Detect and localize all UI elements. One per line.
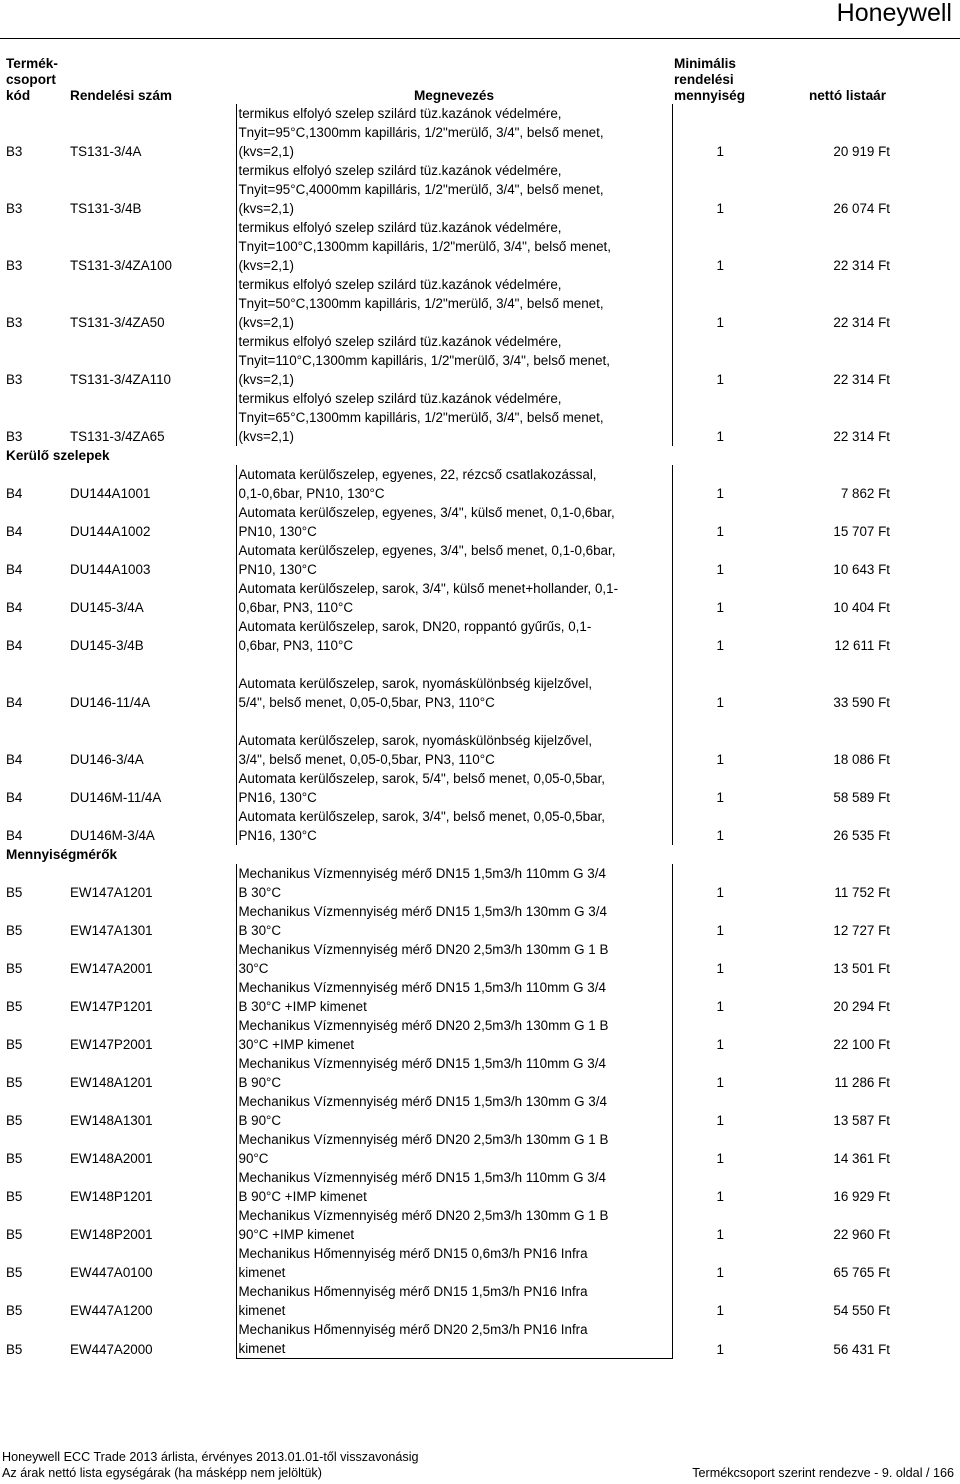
description-cell (236, 712, 672, 769)
min-qty-cell: 1 (716, 372, 724, 387)
table-row (4, 712, 892, 769)
description-line: 90°C +IMP kimenet (238, 1227, 355, 1242)
table-row (4, 1168, 892, 1206)
price-cell: 56 431 Ft (833, 1341, 890, 1357)
description-line: Tnyit=50°C,1300mm kapilláris, 1/2"merülő, 3/4", belső menet, (238, 296, 604, 311)
group-code-cell: B5 (6, 1227, 23, 1242)
table-row (4, 1092, 892, 1130)
description-cell (236, 1130, 672, 1168)
description-line: B 90°C +IMP kimenet (238, 1189, 367, 1204)
description-cell (236, 1320, 672, 1359)
price-list-table (4, 56, 892, 1359)
group-code-cell: B4 (6, 790, 23, 805)
description-line: 30°C (238, 961, 269, 976)
description-line: PN16, 130°C (238, 790, 317, 805)
description-line: 5/4", belső menet, 0,05-0,5bar, PN3, 110°C (238, 695, 495, 710)
description-line (239, 655, 670, 674)
min-qty-cell: 1 (716, 562, 724, 577)
description-line: PN10, 130°C (238, 562, 317, 577)
min-qty-cell: 1 (716, 999, 724, 1014)
min-qty-cell: 1 (716, 885, 724, 900)
price-cell: 65 765 Ft (833, 1265, 890, 1280)
price-cell: 12 611 Ft (834, 638, 890, 653)
table-row (4, 218, 892, 275)
group-code-cell: B3 (6, 258, 23, 273)
order-number-cell: EW447A1200 (70, 1303, 153, 1318)
description-line: 0,6bar, PN3, 110°C (238, 638, 354, 653)
group-code-header-line: csoport (6, 72, 56, 87)
description-line: termikus elfolyó szelep szilárd tüz.kazánok védelmére, (238, 391, 562, 406)
group-code-cell: B3 (6, 144, 23, 159)
footer-validity: Honeywell ECC Trade 2013 árlista, érvényes 2013.01.01-től visszavonásig (2, 1450, 419, 1464)
category-heading: Kerülő szelepek (6, 448, 110, 463)
description-cell (236, 1092, 672, 1130)
description-line: termikus elfolyó szelep szilárd tüz.kazánok védelmére, (238, 163, 562, 178)
group-code-cell: B5 (6, 1341, 23, 1357)
description-cell (236, 332, 672, 389)
description-line: B 30°C +IMP kimenet (238, 999, 367, 1014)
group-code-cell: B5 (6, 1113, 23, 1128)
price-cell: 11 286 Ft (834, 1075, 890, 1090)
description-line: Tnyit=100°C,1300mm kapilláris, 1/2"merülő, 3/4", belső menet, (238, 239, 611, 254)
table-row (4, 655, 892, 712)
group-code-cell: B5 (6, 1265, 23, 1280)
description-line: Mechanikus Vízmennyiség mérő DN15 1,5m3/h 110mm G 3/4 (238, 1170, 606, 1185)
order-number-cell: TS131-3/4ZA100 (70, 258, 172, 273)
min-qty-cell: 1 (716, 1303, 724, 1318)
description-line: termikus elfolyó szelep szilárd tüz.kazánok védelmére, (238, 106, 562, 121)
group-code-cell: B4 (6, 486, 23, 501)
description-line: (kvs=2,1) (238, 429, 294, 444)
description-cell (236, 617, 672, 655)
order-number-cell: TS131-3/4A (70, 144, 142, 159)
order-number-cell: EW147A1301 (70, 923, 153, 938)
price-cell: 15 707 Ft (833, 524, 890, 539)
order-number-cell: EW147P2001 (70, 1037, 153, 1052)
price-cell: 54 550 Ft (833, 1303, 890, 1318)
description-cell (236, 1244, 672, 1282)
column-header-min-qty (672, 56, 768, 104)
category-heading-row (4, 845, 892, 864)
group-code-cell: B5 (6, 999, 23, 1014)
table-row (4, 1016, 892, 1054)
description-line: termikus elfolyó szelep szilárd tüz.kazánok védelmére, (238, 277, 562, 292)
description-line: Automata kerülőszelep, sarok, DN20, roppantó gyűrűs, 0,1- (238, 619, 592, 634)
description-cell (236, 807, 672, 845)
column-header-description: Megnevezés (413, 88, 495, 103)
table-row (4, 807, 892, 845)
order-number-cell: EW447A0100 (70, 1265, 153, 1280)
description-cell (236, 275, 672, 332)
table-row (4, 1130, 892, 1168)
group-code-cell: B5 (6, 1151, 23, 1166)
min-qty-cell: 1 (716, 315, 724, 330)
group-code-cell: B5 (6, 961, 23, 976)
description-line: kimenet (238, 1265, 286, 1280)
price-cell: 10 404 Ft (833, 600, 890, 615)
min-qty-cell: 1 (716, 1227, 724, 1242)
min-qty-cell: 1 (716, 144, 724, 159)
table-row (4, 465, 892, 503)
table-row (4, 541, 892, 579)
table-row (4, 940, 892, 978)
table-row (4, 161, 892, 218)
description-line: Mechanikus Vízmennyiség mérő DN15 1,5m3/h 110mm G 3/4 (238, 980, 606, 995)
description-cell (236, 864, 672, 902)
description-line: (kvs=2,1) (238, 201, 294, 216)
min-qty-cell: 1 (716, 695, 724, 710)
min-qty-header-line: rendelési (674, 72, 734, 87)
description-cell (236, 1282, 672, 1320)
min-qty-cell: 1 (716, 429, 724, 444)
order-number-cell: DU144A1003 (70, 562, 151, 577)
min-qty-cell: 1 (716, 923, 724, 938)
order-number-cell: TS131-3/4B (70, 201, 142, 216)
table-body (4, 104, 892, 1359)
price-cell: 22 100 Ft (833, 1037, 890, 1052)
price-cell: 22 314 Ft (833, 258, 890, 273)
min-qty-cell: 1 (716, 1075, 724, 1090)
order-number-cell: EW148P2001 (70, 1227, 153, 1242)
description-cell (236, 104, 672, 161)
description-line: Automata kerülőszelep, sarok, nyomáskülönbség kijelzővel, (238, 733, 593, 748)
description-cell (236, 465, 672, 503)
min-qty-cell: 1 (716, 1341, 724, 1357)
description-cell (236, 902, 672, 940)
footer-page-number: Termékcsoport szerint rendezve - 9. oldal / 166 (692, 1466, 954, 1480)
price-cell: 22 314 Ft (833, 372, 890, 387)
min-qty-cell: 1 (716, 524, 724, 539)
table-row (4, 1282, 892, 1320)
order-number-cell: EW147A2001 (70, 961, 153, 976)
min-qty-cell: 1 (716, 828, 724, 843)
min-qty-cell: 1 (716, 1265, 724, 1280)
table-row (4, 1206, 892, 1244)
group-code-header-line: Termék- (6, 56, 58, 71)
order-number-cell: DU146-11/4A (70, 695, 151, 710)
group-code-cell: B3 (6, 429, 23, 444)
min-qty-cell: 1 (716, 1113, 724, 1128)
table-row (4, 503, 892, 541)
description-cell (236, 1016, 672, 1054)
price-cell: 7 862 Ft (840, 486, 890, 501)
description-cell (236, 389, 672, 446)
price-cell: 26 074 Ft (833, 201, 890, 216)
price-cell: 11 752 Ft (834, 885, 890, 900)
description-line: PN10, 130°C (238, 524, 317, 539)
min-qty-header-line: mennyiség (674, 88, 746, 103)
order-number-cell: EW148A1201 (70, 1075, 153, 1090)
header-divider (0, 38, 960, 39)
description-line: Mechanikus Vízmennyiség mérő DN15 1,5m3/h 130mm G 3/4 (238, 904, 607, 919)
description-line: Mechanikus Vízmennyiség mérő DN15 1,5m3/h 110mm G 3/4 (238, 866, 606, 881)
description-line: Mechanikus Hőmennyiség mérő DN15 0,6m3/h PN16 Infra (238, 1246, 588, 1261)
price-cell: 33 590 Ft (833, 695, 890, 710)
description-line: Mechanikus Vízmennyiség mérő DN20 2,5m3/h 130mm G 1 B (238, 1208, 609, 1223)
price-cell: 20 919 Ft (833, 144, 890, 159)
description-line: kimenet (238, 1303, 286, 1318)
description-line (239, 712, 670, 731)
description-line: B 90°C (238, 1113, 282, 1128)
group-code-header-line: kód (6, 88, 31, 103)
table-row (4, 332, 892, 389)
description-line: Automata kerülőszelep, egyenes, 3/4", belső menet, 0,1-0,6bar, (238, 543, 616, 558)
description-line: 90°C (238, 1151, 269, 1166)
order-number-cell: DU146M-11/4A (70, 790, 162, 805)
price-cell: 10 643 Ft (833, 562, 890, 577)
description-cell (236, 1168, 672, 1206)
description-line: (kvs=2,1) (238, 144, 294, 159)
group-code-cell: B3 (6, 315, 23, 330)
table-row (4, 769, 892, 807)
table-row (4, 275, 892, 332)
group-code-cell: B5 (6, 1303, 23, 1318)
description-line: Mechanikus Vízmennyiség mérő DN20 2,5m3/h 130mm G 1 B (238, 1018, 609, 1033)
min-qty-cell: 1 (716, 790, 724, 805)
order-number-cell: TS131-3/4ZA110 (70, 372, 171, 387)
price-cell: 16 929 Ft (833, 1189, 890, 1204)
table-header (4, 56, 892, 104)
table-row (4, 1320, 892, 1359)
price-cell: 14 361 Ft (833, 1151, 890, 1166)
description-cell (236, 218, 672, 275)
description-cell (236, 579, 672, 617)
description-cell (236, 978, 672, 1016)
min-qty-cell: 1 (716, 1037, 724, 1052)
order-number-cell: DU145-3/4A (70, 600, 144, 615)
column-header-group-code (4, 56, 68, 104)
group-code-cell: B4 (6, 524, 23, 539)
order-number-cell: EW148A1301 (70, 1113, 153, 1128)
min-qty-cell: 1 (716, 258, 724, 273)
min-qty-cell: 1 (716, 961, 724, 976)
group-code-cell: B4 (6, 828, 23, 843)
min-qty-cell: 1 (716, 600, 724, 615)
order-number-cell: DU146M-3/4A (70, 828, 155, 843)
group-code-cell: B4 (6, 695, 23, 710)
group-code-cell: B3 (6, 201, 23, 216)
description-line: 0,1-0,6bar, PN10, 130°C (238, 486, 385, 501)
description-line: Mechanikus Vízmennyiség mérő DN15 1,5m3/h 110mm G 3/4 (238, 1056, 606, 1071)
description-line: Tnyit=110°C,1300mm kapilláris, 1/2"merülő, 3/4", belső menet, (238, 353, 610, 368)
min-qty-cell: 1 (716, 1189, 724, 1204)
order-number-cell: DU145-3/4B (70, 638, 144, 653)
price-cell: 22 314 Ft (833, 429, 890, 444)
description-cell (236, 503, 672, 541)
description-cell (236, 655, 672, 712)
description-line: (kvs=2,1) (238, 315, 294, 330)
description-line: Automata kerülőszelep, sarok, 3/4", külső menet+hollander, 0,1- (238, 581, 619, 596)
brand-logo: Honeywell (836, 0, 952, 27)
description-line: Mechanikus Vízmennyiség mérő DN20 2,5m3/h 130mm G 1 B (238, 942, 609, 957)
description-line: B 90°C (238, 1075, 282, 1090)
order-number-cell: EW147A1201 (70, 885, 153, 900)
price-cell: 58 589 Ft (833, 790, 890, 805)
description-line: Automata kerülőszelep, egyenes, 22, rézcső csatlakozással, (238, 467, 597, 482)
description-line: Mechanikus Hőmennyiség mérő DN15 1,5m3/h PN16 Infra (238, 1284, 588, 1299)
table-row (4, 617, 892, 655)
price-cell: 13 501 Ft (833, 961, 890, 976)
price-cell: 20 294 Ft (833, 999, 890, 1014)
group-code-cell: B5 (6, 1189, 23, 1204)
description-line: Automata kerülőszelep, sarok, 3/4", belső menet, 0,05-0,5bar, (238, 809, 606, 824)
table-row (4, 864, 892, 902)
group-code-cell: B5 (6, 885, 23, 900)
description-line: Tnyit=95°C,4000mm kapilláris, 1/2"merülő, 3/4", belső menet, (238, 182, 604, 197)
min-qty-cell: 1 (716, 201, 724, 216)
table-row (4, 978, 892, 1016)
description-line: (kvs=2,1) (238, 372, 294, 387)
description-line: Automata kerülőszelep, sarok, nyomáskülönbség kijelzővel, (238, 676, 593, 691)
description-line: termikus elfolyó szelep szilárd tüz.kazánok védelmére, (238, 334, 562, 349)
table-row (4, 104, 892, 161)
description-line: Tnyit=95°C,1300mm kapilláris, 1/2"merülő, 3/4", belső menet, (238, 125, 604, 140)
description-line: termikus elfolyó szelep szilárd tüz.kazánok védelmére, (238, 220, 562, 235)
description-line: Mechanikus Hőmennyiség mérő DN20 2,5m3/h PN16 Infra (238, 1322, 588, 1337)
min-qty-cell: 1 (716, 638, 724, 653)
price-cell: 22 314 Ft (833, 315, 890, 330)
description-line: Mechanikus Vízmennyiség mérő DN20 2,5m3/h 130mm G 1 B (238, 1132, 609, 1147)
column-header-price: nettó listaár (808, 88, 886, 103)
group-code-cell: B4 (6, 600, 23, 615)
category-heading: Mennyiségmérők (6, 847, 118, 862)
description-cell (236, 1054, 672, 1092)
group-code-cell: B4 (6, 562, 23, 577)
group-code-cell: B3 (6, 372, 23, 387)
min-qty-cell: 1 (716, 752, 724, 767)
footer-price-note: Az árak nettó lista egységárak (ha másképp nem jelöltük) (2, 1466, 322, 1480)
table-row (4, 389, 892, 446)
description-cell (236, 1206, 672, 1244)
price-cell: 13 587 Ft (833, 1113, 890, 1128)
min-qty-cell: 1 (716, 486, 724, 501)
description-cell (236, 161, 672, 218)
price-cell: 22 960 Ft (833, 1227, 890, 1242)
price-cell: 12 727 Ft (833, 923, 890, 938)
description-cell (236, 541, 672, 579)
table-row (4, 1244, 892, 1282)
order-number-cell: TS131-3/4ZA65 (70, 429, 165, 444)
description-line: 30°C +IMP kimenet (238, 1037, 355, 1052)
order-number-cell: TS131-3/4ZA50 (70, 315, 165, 330)
table-row (4, 1054, 892, 1092)
min-qty-header-line: Minimális (674, 56, 736, 71)
column-header-order-number: Rendelési szám (70, 88, 172, 103)
group-code-cell: B5 (6, 1075, 23, 1090)
description-line: (kvs=2,1) (238, 258, 294, 273)
group-code-cell: B5 (6, 923, 23, 938)
order-number-cell: EW148A2001 (70, 1151, 153, 1166)
description-cell (236, 940, 672, 978)
group-code-cell: B5 (6, 1037, 23, 1052)
order-number-cell: EW147P1201 (70, 999, 153, 1014)
group-code-cell: B4 (6, 752, 23, 767)
description-cell (236, 769, 672, 807)
description-line: Tnyit=65°C,1300mm kapilláris, 1/2"merülő, 3/4", belső menet, (238, 410, 604, 425)
price-cell: 18 086 Ft (833, 752, 890, 767)
description-line: Mechanikus Vízmennyiség mérő DN15 1,5m3/h 130mm G 3/4 (238, 1094, 607, 1109)
description-line: B 30°C (238, 923, 282, 938)
order-number-cell: DU146-3/4A (70, 752, 144, 767)
order-number-cell: DU144A1001 (70, 486, 151, 501)
description-line: Automata kerülőszelep, sarok, 5/4", belső menet, 0,05-0,5bar, (238, 771, 606, 786)
description-line: 0,6bar, PN3, 110°C (238, 600, 354, 615)
order-number-cell: EW148P1201 (70, 1189, 153, 1204)
table-row (4, 902, 892, 940)
description-line: kimenet (238, 1341, 286, 1356)
table-row (4, 579, 892, 617)
description-line: PN16, 130°C (238, 828, 317, 843)
order-number-cell: DU144A1002 (70, 524, 151, 539)
group-code-cell: B4 (6, 638, 23, 653)
price-cell: 26 535 Ft (833, 828, 890, 843)
description-line: B 30°C (238, 885, 282, 900)
order-number-cell: EW447A2000 (70, 1341, 153, 1357)
min-qty-cell: 1 (716, 1151, 724, 1166)
description-line: Automata kerülőszelep, egyenes, 3/4", külső menet, 0,1-0,6bar, (238, 505, 615, 520)
category-heading-row (4, 446, 892, 465)
description-line: 3/4", belső menet, 0,05-0,5bar, PN3, 110°C (238, 752, 495, 767)
